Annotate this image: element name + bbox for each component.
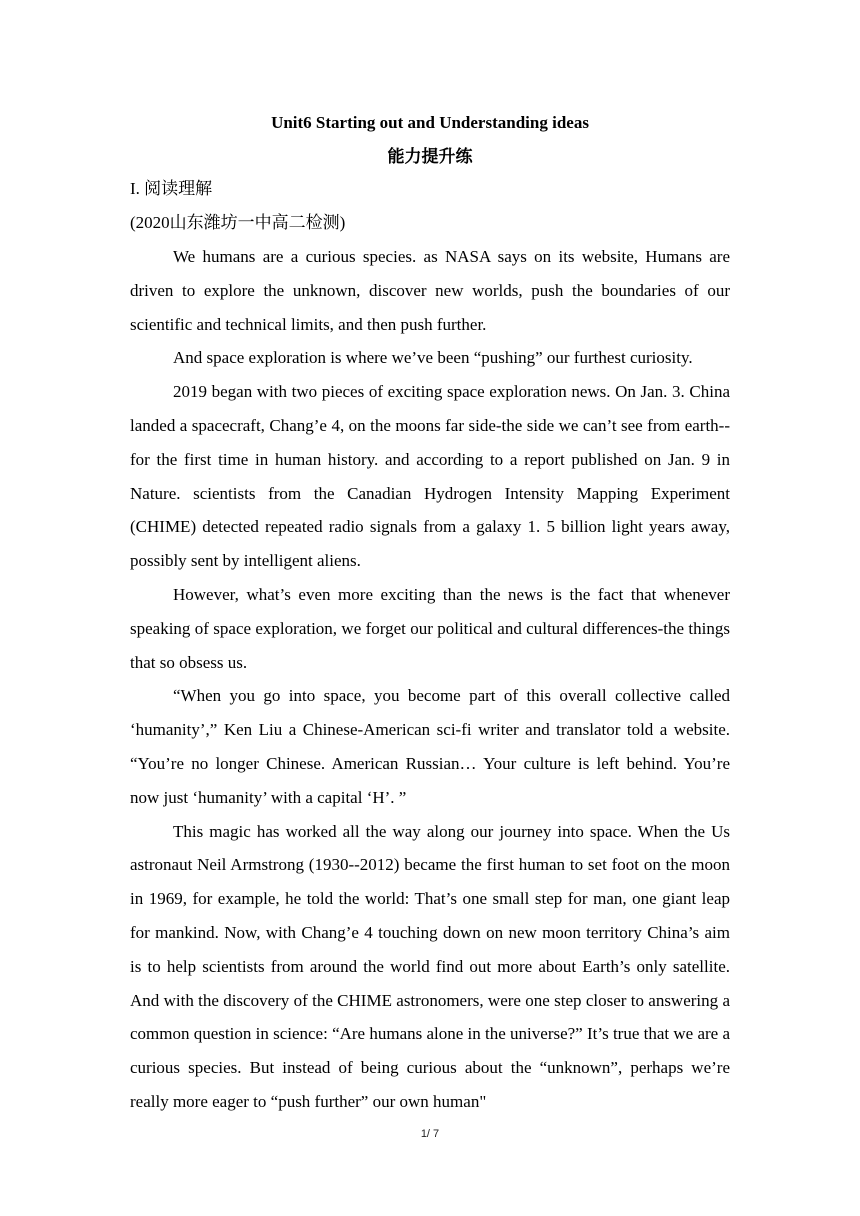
paragraph-4: However, what’s even more exciting than the news is the fact that whenever speaking of space exploration, we forget our political and cultural differences-the things that so obsess us. xyxy=(130,584,730,672)
document-body xyxy=(130,108,730,1119)
paragraph-1: We humans are a curious species. as NASA says on its website, Humans are driven to explore the unknown, discover new worlds, push the boundaries of our scientific and technical limits, and then push further. xyxy=(130,247,730,334)
source-note: (2020山东潍坊一中高二检测) xyxy=(130,213,346,232)
page-number: 1/ 7 xyxy=(420,1128,440,1140)
paragraph-5: “When you go into space, you become part of this overall collective called ‘humanity’,” Ken Liu a Chinese-American sci-fi writer and translator told a website. “You’re no longer Chinese. American Russian… Your culture is left behind. You’re now just ‘humanity’ with a capital ‘H’. ” xyxy=(130,686,730,807)
paragraph-2: And space exploration is where we’ve been “pushing” our furthest curiosity. xyxy=(173,348,693,368)
section-heading: I. 阅读理解 xyxy=(130,179,213,198)
document-title: Unit6 Starting out and Understanding ideas xyxy=(271,113,589,132)
paragraph-6: This magic has worked all the way along our journey into space. When the Us astronaut Neil Armstrong (1930--2012) became the first human to set foot on the moon in 1969, for example, he told the world: That’s one small step for man, one giant leap for mankind. Now, with Chang’e 4 touching down on new moon territory China’s aim is to help scientists from around the world find out more about Earth’s only satellite. And with the discovery of the CHIME astronomers, were one step closer to answering a common question in science: “Are humans alone in the universe?” It’s true that we are a curious species. But instead of being curious about the “unknown”, perhaps we’re really more eager to “push further” our own human" xyxy=(130,821,730,1111)
paragraph-3: 2019 began with two pieces of exciting space exploration news. On Jan. 3. China landed a spacecraft, Chang’e 4, on the moons far side-the side we can’t see from earth--for the first time in human history. and according to a report published on Jan. 9 in Nature. scientists from the Canadian Hydrogen Intensity Mapping Experiment (CHIME) detected repeated radio signals from a galaxy 1. 5 billion light years away, possibly sent by intelligent aliens. xyxy=(130,382,730,571)
document-subtitle: 能力提升练 xyxy=(387,147,473,166)
